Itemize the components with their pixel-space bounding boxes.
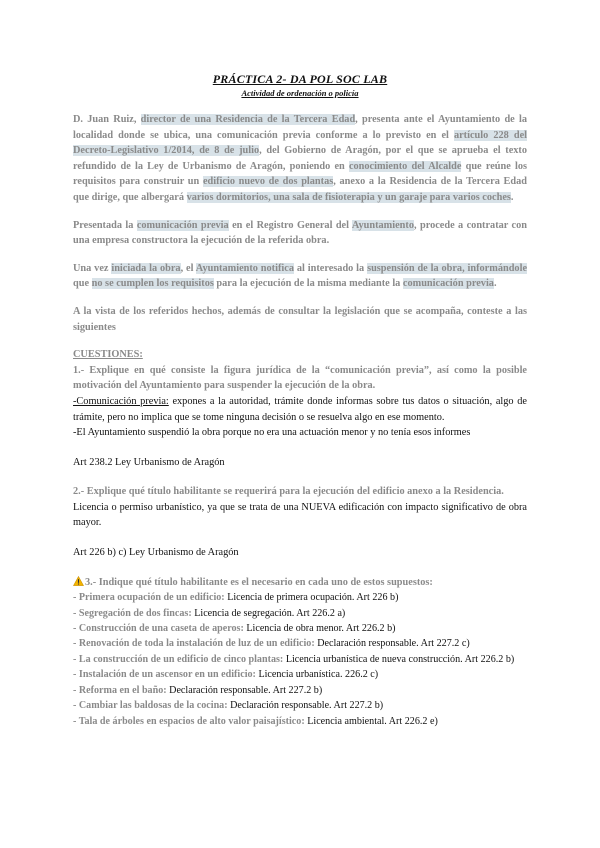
highlight: conocimiento del Alcalde bbox=[348, 160, 462, 172]
text: Una vez bbox=[73, 262, 112, 274]
text: . bbox=[510, 191, 514, 203]
item-question: - La construcción de un edificio de cinco plantas: bbox=[73, 653, 286, 665]
list-item bbox=[73, 714, 527, 729]
item-question: - Instalación de un ascensor en un edificio: bbox=[73, 669, 259, 681]
text: , del Gobierno de Aragón, por el que se aprueba el texto refundido de la Ley de Urbanismo de Aragón, poniendo en bbox=[73, 145, 528, 172]
text: , anexo a la Residencia de la Tercera Edad que dirige, que albergará bbox=[73, 176, 527, 203]
text: que reúne los requisitos para construir un bbox=[73, 160, 527, 188]
item-answer: Licencia de primera ocupación. Art 226 b) bbox=[227, 592, 399, 604]
text: Presentada la bbox=[73, 219, 137, 231]
list-item bbox=[73, 621, 527, 636]
question-1: 1.- Explique en qué consiste la figura jurídica de la “comunicación previa”, así como la posible motivación del Ayuntamiento para suspender la ejecución de la obra. bbox=[73, 364, 527, 392]
text: , presenta ante el Ayuntamiento de la localidad donde se ubica, una comunicación previa conforme a lo previsto en el bbox=[73, 114, 527, 141]
answer-2: Licencia o permiso urbanístico, ya que se trata de una NUEVA edificación con impacto significativo de obra mayor. bbox=[73, 501, 527, 529]
list-item bbox=[73, 636, 527, 651]
text: al interesado la bbox=[294, 262, 368, 274]
document-page bbox=[73, 72, 527, 729]
warning-icon bbox=[73, 576, 84, 586]
text: en el Registro General del bbox=[228, 219, 352, 231]
highlight: comunicación previa bbox=[136, 219, 229, 231]
document-title: PRÁCTICA 2- DA POL SOC LAB bbox=[212, 72, 388, 86]
answer-2-reference: Art 226 b) c) Ley Urbanismo de Aragón bbox=[73, 547, 239, 559]
item-answer: Declaración responsable. Art 227.2 b) bbox=[230, 700, 384, 712]
highlight: no se cumplen los requisitos bbox=[91, 278, 214, 290]
question-2: 2.- Explique qué título habilitante se requerirá para la ejecución del edificio anexo a la Residencia. bbox=[73, 486, 504, 498]
item-question: - Cambiar las baldosas de la cocina: bbox=[73, 700, 231, 712]
question-3 bbox=[73, 575, 527, 591]
item-question: - Reforma en el baño: bbox=[73, 684, 170, 696]
list-item bbox=[73, 698, 527, 713]
item-question: - Construcción de una caseta de aperos: bbox=[73, 623, 247, 635]
item-answer: Licencia de segregación. Art 226.2 a) bbox=[194, 607, 346, 619]
text: para la ejecución de la misma mediante la bbox=[213, 278, 403, 290]
intro-paragraph-2 bbox=[73, 218, 527, 249]
item-question: - Segregación de dos fincas: bbox=[73, 607, 195, 619]
intro-paragraph-4: A la vista de los referidos hechos, además de consultar la legislación que se acompaña, conteste a las siguientes bbox=[73, 305, 527, 333]
item-answer: Licencia ambiental. Art 226.2 e) bbox=[307, 715, 438, 727]
document-subtitle: Actividad de ordenación o policía bbox=[241, 88, 359, 98]
text: D. Juan Ruiz, bbox=[73, 114, 141, 125]
intro-paragraph-1 bbox=[73, 112, 527, 206]
answer-text: expones a la autoridad, trámite donde informas sobre tus datos o situación, algo de trámite, pero no implica que se tome ninguna decisión o se resuelva algo en ese momento. bbox=[73, 395, 527, 423]
item-question: - Tala de árboles en espacios de alto valor paisajístico: bbox=[73, 715, 308, 727]
highlight: suspensión de la obra, informándole bbox=[367, 262, 528, 274]
answer-label: -Comunicación previa: bbox=[73, 395, 169, 407]
question-text: 3.- Indique qué título habilitante es el necesario en cada uno de estos supuestos: bbox=[85, 576, 433, 588]
item-question: - Primera ocupación de un edificio: bbox=[73, 592, 228, 604]
item-answer: Declaración responsable. Art 227.2 b) bbox=[169, 684, 323, 696]
answer-1 bbox=[73, 394, 527, 425]
text: , procede a contratar con una empresa constructora la ejecución de la referida obra. bbox=[73, 219, 527, 247]
supuestos-list bbox=[73, 590, 527, 729]
highlight: iniciada la obra bbox=[111, 262, 181, 274]
highlight: varios dormitorios, una sala de fisioterapia y un garaje para varios coches bbox=[186, 191, 511, 203]
answer-1-line-2: -El Ayuntamiento suspendió la obra porque no era una actuación menor y no tenía esos informes bbox=[73, 427, 471, 439]
text: , el bbox=[180, 262, 196, 274]
highlight: artículo 228 del Decreto-Legislativo 1/2014, de 8 de julio bbox=[73, 129, 527, 157]
item-answer: Licencia urbanística. 226.2 c) bbox=[258, 669, 379, 681]
intro-paragraph-3 bbox=[73, 261, 527, 292]
item-answer: Licencia urbanística de nueva construcción. Art 226.2 b) bbox=[285, 653, 515, 665]
item-answer: Licencia de obra menor. Art 226.2 b) bbox=[246, 623, 396, 635]
highlight: director de una Residencia de la Tercera Edad bbox=[140, 114, 356, 125]
highlight: edificio nuevo de dos plantas bbox=[202, 176, 334, 188]
text: . bbox=[493, 278, 497, 290]
list-item bbox=[73, 590, 527, 605]
text: que bbox=[73, 278, 92, 290]
list-item bbox=[73, 683, 527, 698]
highlight: Ayuntamiento notifica bbox=[195, 262, 294, 274]
cuestiones-heading: CUESTIONES: bbox=[73, 349, 143, 361]
highlight: comunicación previa bbox=[402, 278, 494, 290]
list-item bbox=[73, 667, 527, 682]
list-item bbox=[73, 606, 527, 621]
highlight: Ayuntamiento bbox=[351, 219, 414, 231]
item-question: - Renovación de toda la instalación de luz de un edificio: bbox=[73, 638, 318, 650]
list-item bbox=[73, 652, 527, 667]
item-answer: Declaración responsable. Art 227.2 c) bbox=[317, 638, 470, 650]
answer-1-reference: Art 238.2 Ley Urbanismo de Aragón bbox=[73, 456, 225, 468]
